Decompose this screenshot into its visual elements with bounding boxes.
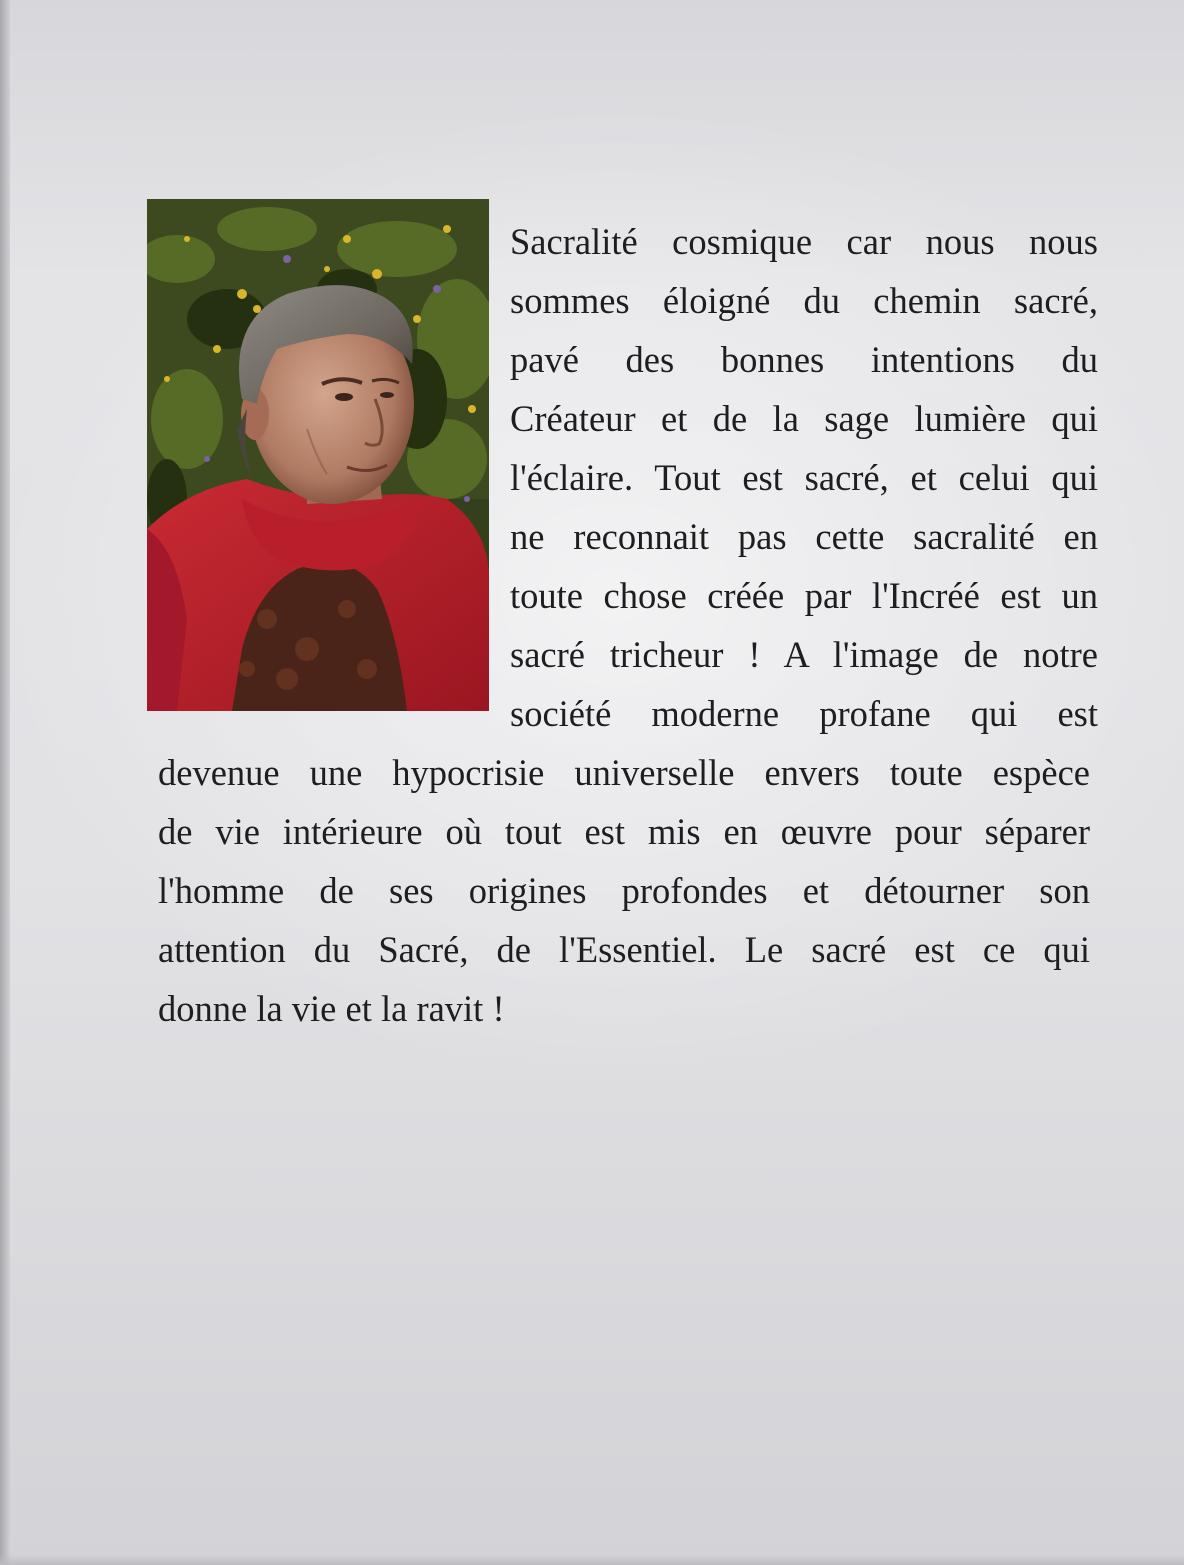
text-line: attention du Sacré, de l'Essentiel. Le sacré est ce qui — [158, 929, 1090, 970]
text-line: ne reconnait pas cette sacralité en — [510, 516, 1098, 557]
text-line: toute chose créée par l'Incréé est un — [510, 575, 1098, 616]
text-line: donne la vie et la ravit ! — [158, 988, 505, 1029]
page-bottom-edge — [0, 1555, 1184, 1565]
body-text — [158, 212, 1098, 1038]
page-edge-shadow — [0, 0, 10, 1565]
text-line: société moderne profane qui est — [510, 693, 1098, 734]
text-line: l'homme de ses origines profondes et détourner son — [158, 870, 1090, 911]
text-line: devenue une hypocrisie universelle envers toute espèce — [158, 752, 1090, 793]
text-line: sacré tricheur ! A l'image de notre — [510, 634, 1098, 675]
text-line: de vie intérieure où tout est mis en œuvre pour séparer — [158, 811, 1090, 852]
text-line: l'éclaire. Tout est sacré, et celui qui — [510, 457, 1098, 498]
text-line: sommes éloigné du chemin sacré, — [510, 280, 1098, 321]
text-line: pavé des bonnes intentions du — [510, 339, 1098, 380]
text-line: Sacralité cosmique car nous nous — [510, 221, 1098, 262]
text-line: Créateur et de la sage lumière qui — [510, 398, 1098, 439]
